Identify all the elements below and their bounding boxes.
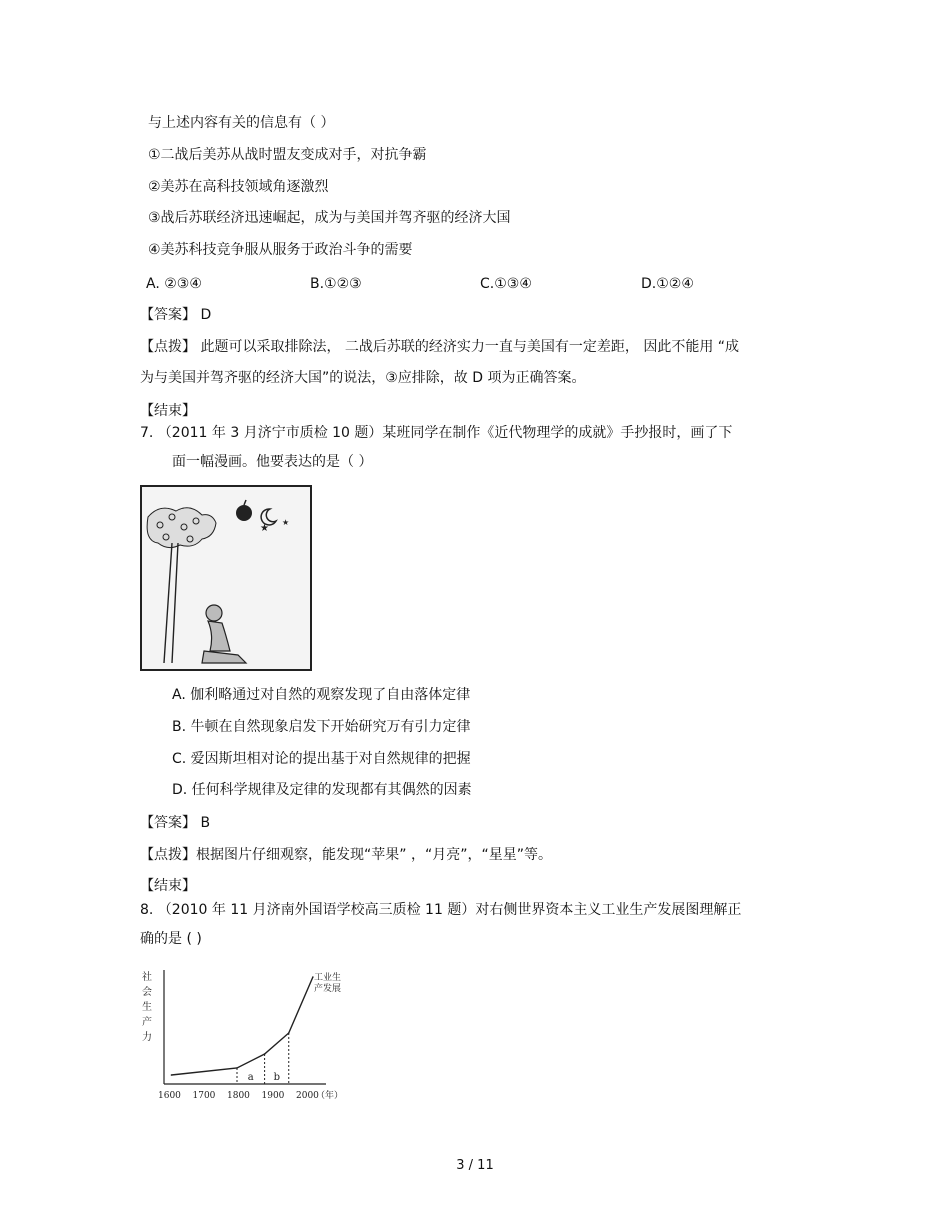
statement-2: ②美苏在高科技领域角逐激烈	[148, 179, 329, 195]
y-label-char: 生	[142, 1002, 152, 1013]
y-label-char: 会	[142, 987, 152, 998]
hint-6-line-1: 【点拨】 此题可以采取排除法， 二战后苏联的经济实力一直与美国有一定差距， 因此不能用 “成	[140, 339, 740, 355]
option-d: D.①②④	[641, 276, 694, 292]
question-stem: 与上述内容有关的信息有（ ）	[148, 115, 335, 131]
answer-7: 【答案】 B	[140, 815, 211, 831]
question-8-line-1: 8. （2010 年 11 月济南外国语学校高三质检 11 题）对右侧世界资本主义工业生产发展图理解正	[140, 902, 742, 918]
stage-label-a: a	[247, 1072, 254, 1083]
option-b: B.①②③	[310, 276, 362, 292]
question-7-line-2: 面一幅漫画。他要表达的是（ ）	[172, 454, 373, 470]
end-marker-7: 【结束】	[140, 878, 196, 894]
question-8-line-2: 确的是 ( )	[140, 931, 202, 947]
newton-cartoon-image	[140, 485, 312, 671]
question-7-option-b: B. 牛顿在自然现象启发下开始研究万有引力定律	[172, 719, 471, 735]
svg-text:★: ★	[282, 518, 290, 527]
x-tick-label: 1700	[192, 1091, 216, 1101]
y-label-char: 社	[142, 972, 152, 983]
y-axis-label	[142, 970, 152, 1043]
question-7-line-1: 7. （2011 年 3 月济宁市质检 10 题）某班同学在制作《近代物理学的成就》手抄报时，画了下	[140, 425, 733, 441]
end-marker-6: 【结束】	[140, 403, 196, 419]
x-tick-label: 1800	[227, 1091, 250, 1101]
option-a: A. ②③④	[146, 276, 202, 292]
answer-6: 【答案】 D	[140, 307, 212, 323]
statement-4: ④美苏科技竞争服从服务于政治斗争的需要	[148, 242, 413, 258]
svg-text:★: ★	[260, 523, 269, 534]
x-tick-label: 2000	[296, 1091, 319, 1101]
y-label-char: 力	[142, 1032, 152, 1043]
hint-6-line-2: 为与美国并驾齐驱的经济大国”的说法，③应排除，故 D 项为正确答案。	[140, 370, 586, 386]
cartoon-drawing	[142, 487, 310, 669]
production-line	[171, 977, 312, 1075]
question-7-option-d: D. 任何科学规律及定律的发现都有其偶然的因素	[172, 782, 472, 798]
hint-7: 【点拨】根据图片仔细观察，能发现“苹果” ，“月亮”，“星星”等。	[140, 847, 552, 863]
series-label: 工业生产发展	[314, 973, 342, 994]
x-tick-label: 1600	[158, 1091, 181, 1101]
stage-label-b: b	[273, 1072, 281, 1083]
x-tick-label: 1900	[261, 1091, 285, 1101]
question-7-option-a: A. 伽利略通过对自然的观察发现了自由落体定律	[172, 687, 471, 703]
y-label-char: 产	[142, 1017, 152, 1028]
statement-1: ①二战后美苏从战时盟友变成对手，对抗争霸	[148, 147, 427, 163]
statement-3: ③战后苏联经济迅速崛起，成为与美国并驾齐驱的经济大国	[148, 210, 511, 226]
question-7-option-c: C. 爱因斯坦相对论的提出基于对自然规律的把握	[172, 751, 471, 767]
industrial-production-chart	[138, 962, 358, 1102]
x-axis-unit: （年）	[316, 1091, 344, 1101]
page-number: 3 / 11	[456, 1158, 494, 1173]
option-c: C.①③④	[480, 276, 532, 292]
